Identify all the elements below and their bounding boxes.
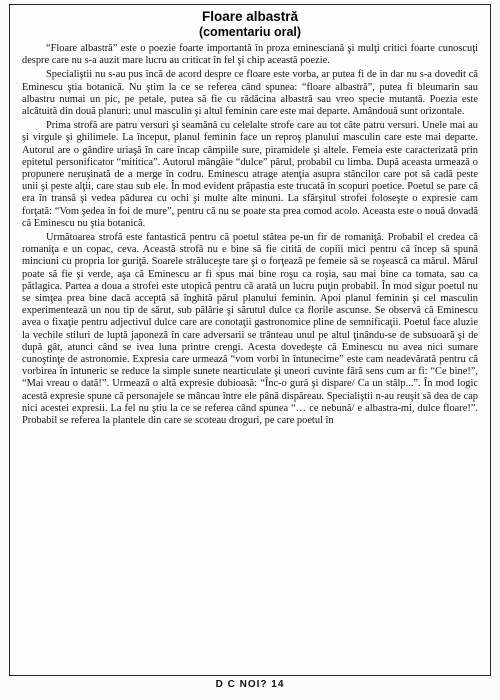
article-box (9, 4, 491, 676)
publication-name: D C NOI? (215, 679, 268, 690)
page-footer (0, 679, 500, 690)
page-number: 14 (271, 679, 285, 690)
paragraph-1: “Floare albastră” este o poezie foarte importantă în proza eminesciană şi mulţi critici foarte cunoscuţi despre care nu s-a auzit mare lucru au criticat în fel şi chip această poezie. (22, 43, 478, 67)
article-title: Floare albastră (201, 9, 299, 24)
article-body (22, 43, 478, 427)
paragraph-3: Prima strofă are patru versuri şi seamănă cu celelalte strofe care au tot câte patru versuri. Unele mai au şi virgule şi ghilimele. La început, planul feminin face un reproş planului masculin care este mai departe. Autorul are o gândire uriaşă în care încap câmpiile sure, piramidele şi altele. Femeia este caracterizată prin epitetul personificator “mititica”. Autorul mângâie “dulce” părul, probabil cu limba. După aceasta urmează o propunere neruşinată de a merge în codru. Eminescu atrage atenţia asupra stâncilor care pot să cadă peste unii şi peste alţii, care stau sub ele. În mod evident prăpastia este trucată în scopuri poetice. Poetul se pare că era în transă şi vedea pădurea cu ochi şi multe alte minuni. La sfârşitul strofei foloseşte o expresie cam forţată: “Vom şedea în foi de mure”, pentru că nu se poate sta prea comod acolo. Aceasta este o nouă dovadă că Eminescu nu ştia botanică. (22, 120, 478, 229)
paragraph-4: Următoarea strofă este fantastică pentru că poetul stătea pe-un fir de romaniţă. Probabil el credea că romaniţa e un copac, ceva. Această strofă nu e bine să fie citită de copiii mici pentru că încep să spună minciuni cu propria lor guriţă. Soarele străluceşte tare şi o forţează pe femeie să se roşească ca mărul. Mărul poate să fie şi verde, aşa că Eminescu ar fi spus mai bine roşu ca roşia, sau mai bine ca tomata, sau ca pătlagica. Partea a doua a strofei este utopică pentru că arată un lucru puţin probabil. În mod sigur poetul nu se simţea prea bine dacă acceptă să înghită părul planului feminin. Apoi planul feminin şi cel masculin experimentează un nou tip de sărut, sub pălărie şi sărutul dulce ca florile ascunse. Se observă că Eminescu avea o fixaţie pentru adjectivul dulce care are conotaţii gastronomice pline de semnificaţii. Poetul face aluzie la vechile stiluri de luptă japoneză în care adversarii se trânteau unul pe altul ţinându-se de subsuoară şi de după gât, atunci când se ivea luna printre crengi. Acesta dovedeşte că Eminescu nu avea nici sumare cunoştinţe de astronomie. Expresia care urmează “vom vorbi în întunecime” este cam neadevărată pentru că vorbirea în întuneric se reduce la simple sunete nearticulate şi uneori cuvinte fără sens cum ar fi: “Ce bine!”, “Mai vreau o dată!”. Urmează o altă expresie dubioasă: “Înc-o gură şi dispare/ Ca un stâlp...”. În mod logic acestă expresie spune că personajele se mâncau între ele până dispăreau. Specialiştii n-au reuşit să dea de cap nici acestei expresii. La fel nu ştiu la ce se referea când spunea “… ce nebună/ e albastra-mi, dulce floare!”. Probabil se referea la plantele din care se scoteau droguri, pe care poetul în (22, 232, 478, 427)
article-subtitle: (comentariu oral) (198, 25, 302, 39)
paragraph-2: Specialiştii nu s-au pus încă de acord despre ce floare este vorba, ar putea fi de in dar nu s-a dovedit că Eminescu ştia botanică. Nu ştim la ce se referea când spunea: “floare albastră”, putea fi bleumarin sau albastru numai un pic, pe petale, putea să fie cu rădăcina albastră sau vreo specie mutantă. Poezia este alcătuită din două planuri: unul masculin şi altul feminin care este mai departe. Amândouă sunt orizontale. (22, 69, 478, 118)
